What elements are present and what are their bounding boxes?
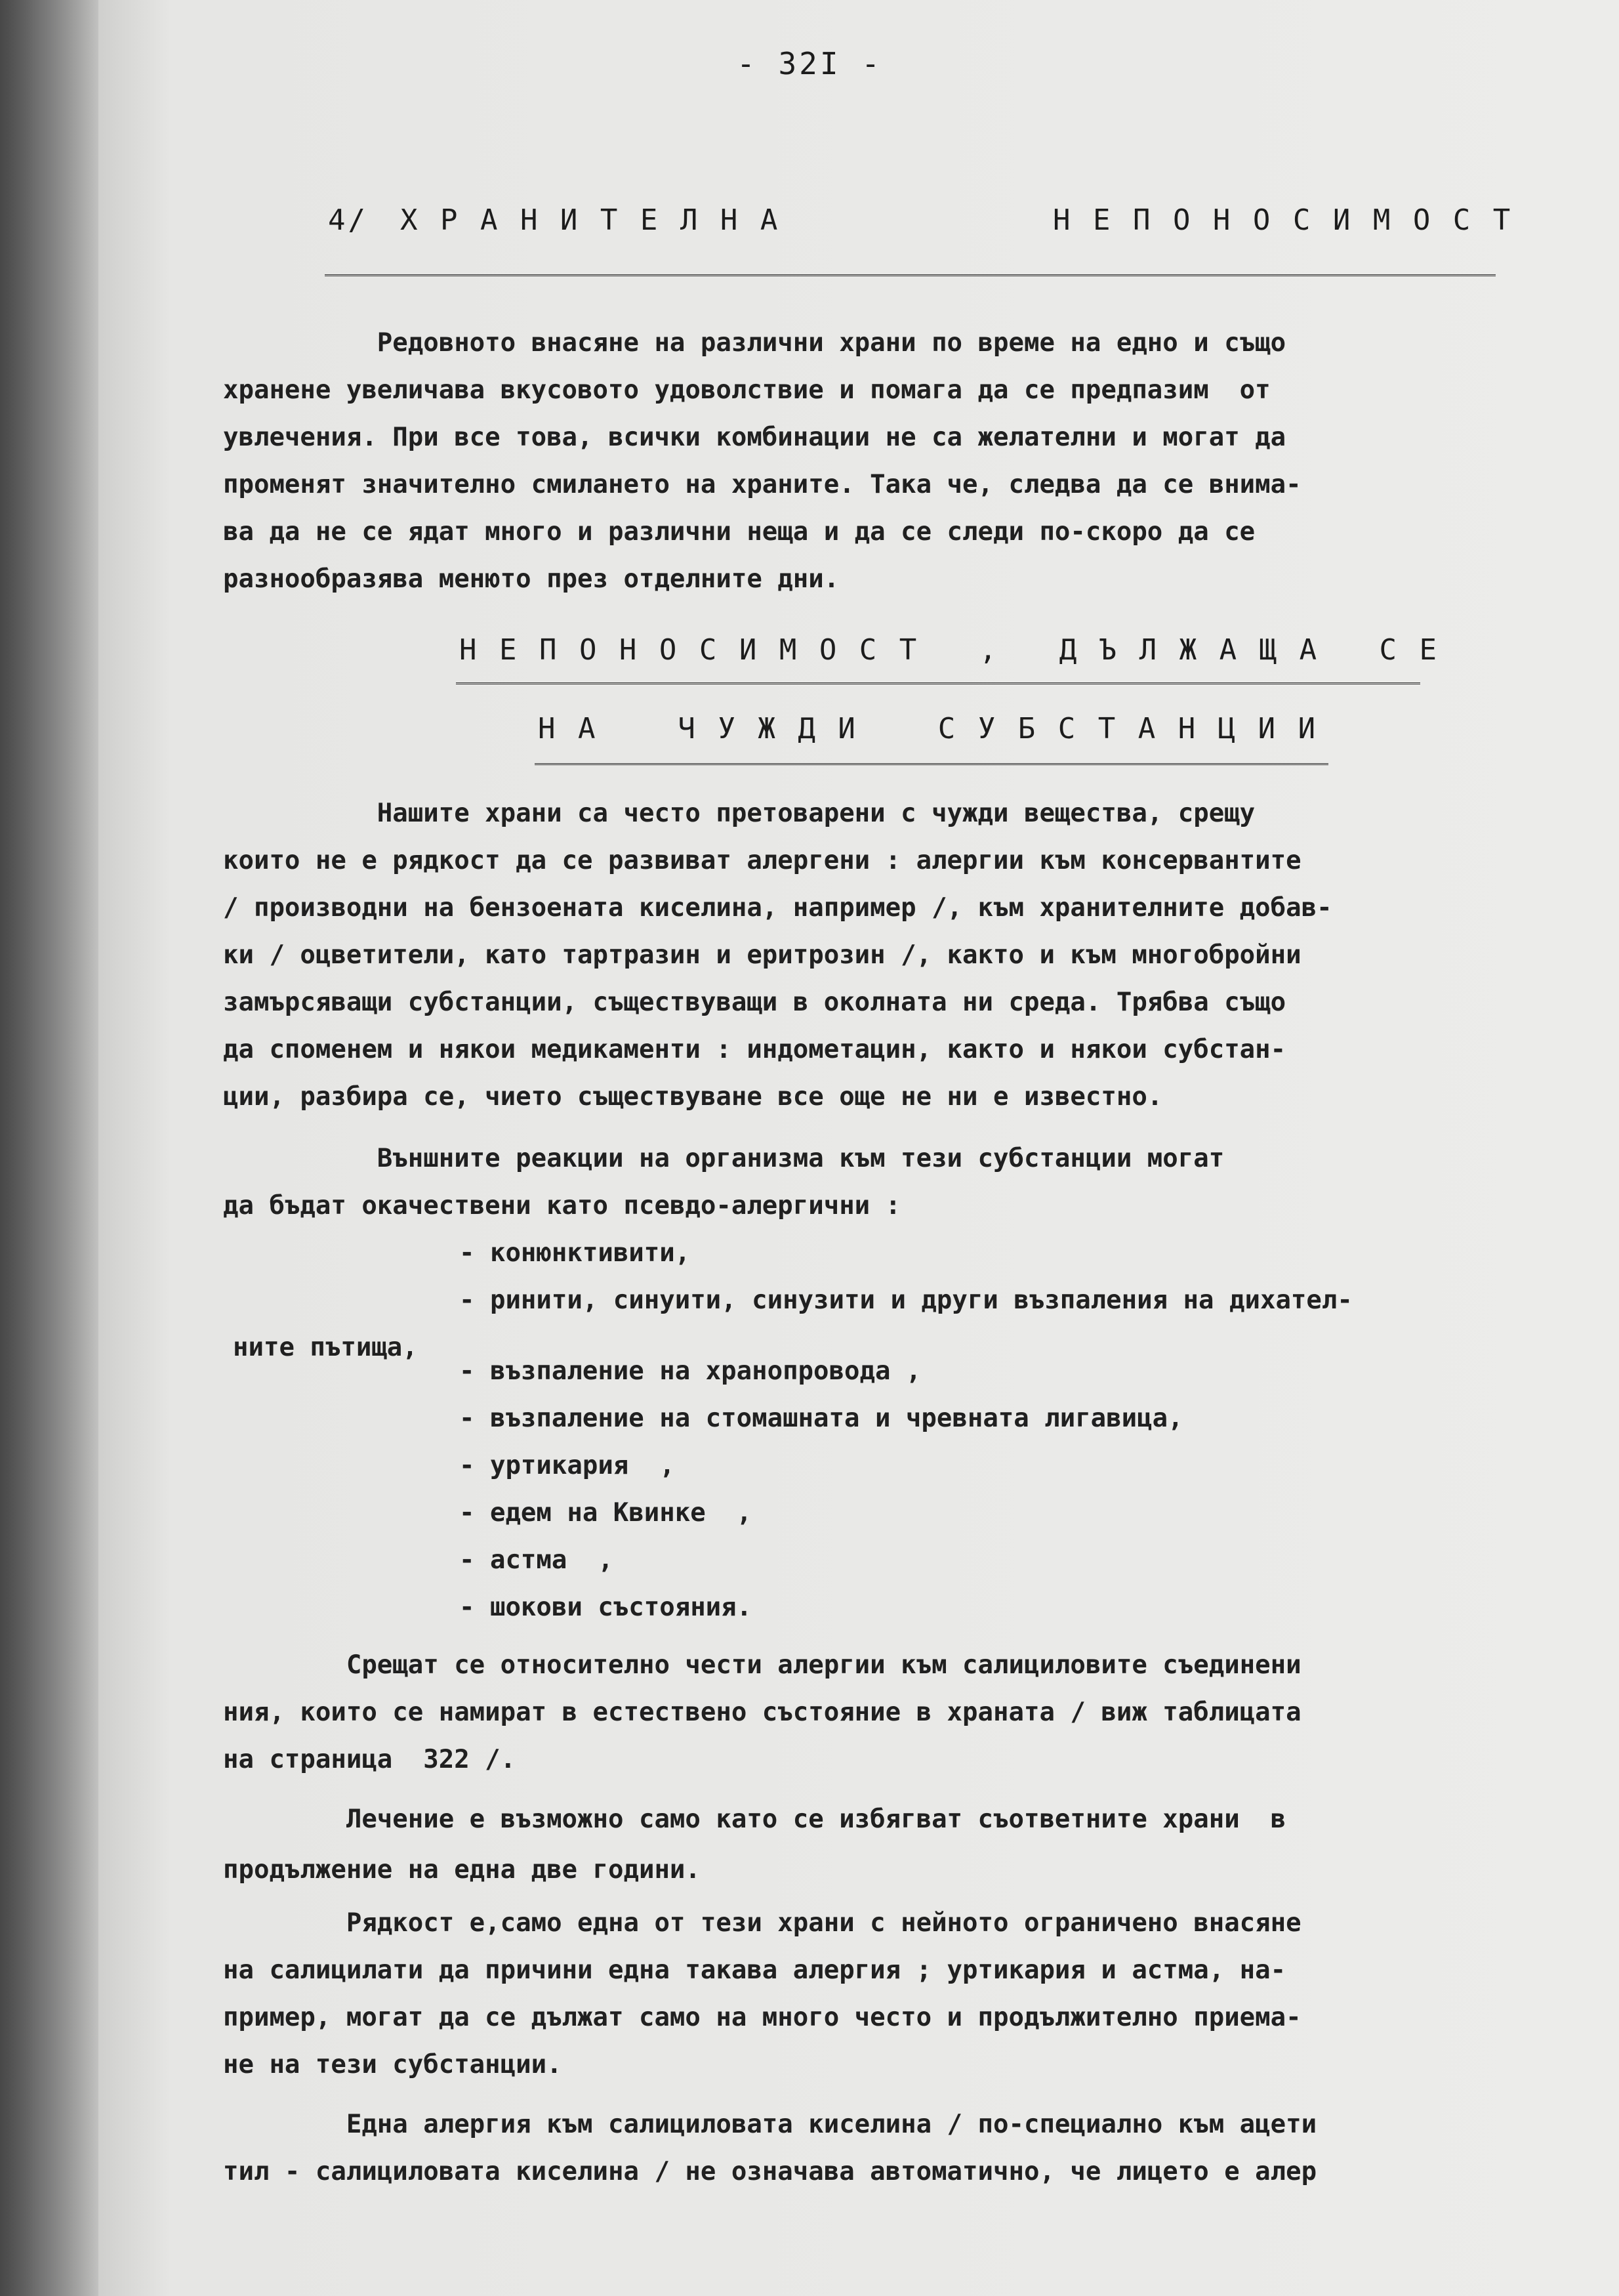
- section-title-word2: Н Е П О Н О С И М О С Т: [1053, 203, 1513, 237]
- paragraph-line: на страница 322 /.: [223, 1745, 516, 1774]
- paragraph-line: ки / оцветители, като тартразин и еритрозин /, както и към многобройни: [223, 940, 1301, 970]
- paragraph-line: ции, разбира се, чието съществуване все още не ни е известно.: [223, 1082, 1163, 1112]
- reaction-item: - конюнктивити,: [459, 1238, 691, 1268]
- paragraph-line: Една алергия към салициловата киселина / по-специално към ацети: [223, 2110, 1317, 2139]
- paragraph-line: Нашите храни са често претоварени с чужди вещества, срещу: [223, 799, 1256, 828]
- paragraph-line: не на тези субстанции.: [223, 2050, 562, 2079]
- paragraph-line: / производни на бензоената киселина, например /, към хранителните добав-: [223, 893, 1332, 923]
- paragraph-line: да споменем и някои медикаменти : индометацин, както и някои субстан-: [223, 1035, 1286, 1064]
- paragraph-line: да бъдат окачествени като псевдо-алергични :: [223, 1191, 901, 1221]
- subtitle-line2: Н А Ч У Ж Д И С У Б С Т А Н Ц И И: [538, 712, 1319, 745]
- paragraph-line: разнообразява менюто през отделните дни.: [223, 564, 840, 594]
- reaction-item: - възпаление на хранопровода ,: [459, 1356, 922, 1386]
- page-number: - 32I -: [737, 46, 882, 81]
- paragraph-line: ва да не се ядат много и различни неща и да се следи по-скоро да се: [223, 517, 1256, 547]
- reaction-wrap: ните пътища,: [233, 1333, 418, 1362]
- binding-shadow: [0, 0, 98, 2296]
- paragraph-line: тил - салициловата киселина / не означава автоматично, че лицето е алер: [223, 2157, 1317, 2186]
- section-title-word1: Х Р А Н И Т Е Л Н А: [400, 203, 781, 237]
- paragraph-line: хранене увеличава вкусовото удоволствие и помага да се предпазим от: [223, 375, 1271, 405]
- paragraph-line: Срещат се относително чести алергии към салициловите съединени: [223, 1650, 1301, 1680]
- paragraph-line: Външните реакции на организма към тези субстанции могат: [223, 1144, 1225, 1173]
- paragraph-line: пример, могат да се дължат само на много често и продължително приема-: [223, 2003, 1301, 2032]
- reaction-item: - възпаление на стомашната и чревната лигавица,: [459, 1404, 1183, 1433]
- reaction-item: - шокови състояния.: [459, 1593, 752, 1622]
- paragraph-line: които не е рядкост да се развиват алергени : алергии към консервантите: [223, 846, 1301, 875]
- reaction-item: - ринити, синуити, синузити и други възпаления на дихател-: [459, 1285, 1353, 1315]
- paragraph-line: увлечения. При все това, всички комбинации не са желателни и могат да: [223, 423, 1286, 452]
- subtitle-underline2: [535, 763, 1328, 765]
- paragraph-line: Редовното внасяне на различни храни по време на едно и също: [223, 328, 1286, 358]
- paragraph-line: Рядкост е,само една от тези храни с нейното ограничено внасяне: [223, 1908, 1301, 1938]
- paragraph-line: на салицилати да причини една такава алергия ; уртикария и астма, на-: [223, 1955, 1286, 1985]
- paragraph-line: променят значително смилането на храните. Така че, следва да се внима-: [223, 470, 1301, 499]
- title-underline: [325, 274, 1496, 276]
- paragraph-line: замърсяващи субстанции, съществуващи в околната ни среда. Трябва също: [223, 988, 1286, 1017]
- subtitle-underline1: [456, 682, 1420, 684]
- section-prefix: 4/: [328, 203, 368, 237]
- reaction-item: - уртикария ,: [459, 1451, 675, 1480]
- paragraph-line: ния, които се намират в естествено състояние в храната / виж таблицата: [223, 1698, 1301, 1727]
- reaction-item: - едем на Квинке ,: [459, 1498, 752, 1528]
- paragraph-line: Лечение е възможно само като се избягват съответните храни в: [223, 1805, 1286, 1834]
- paragraph-line: продължение на една две години.: [223, 1855, 701, 1885]
- subtitle-line1: Н Е П О Н О С И М О С Т , Д Ъ Л Ж А Щ А С Е: [459, 633, 1440, 667]
- reaction-item: - астма ,: [459, 1545, 613, 1575]
